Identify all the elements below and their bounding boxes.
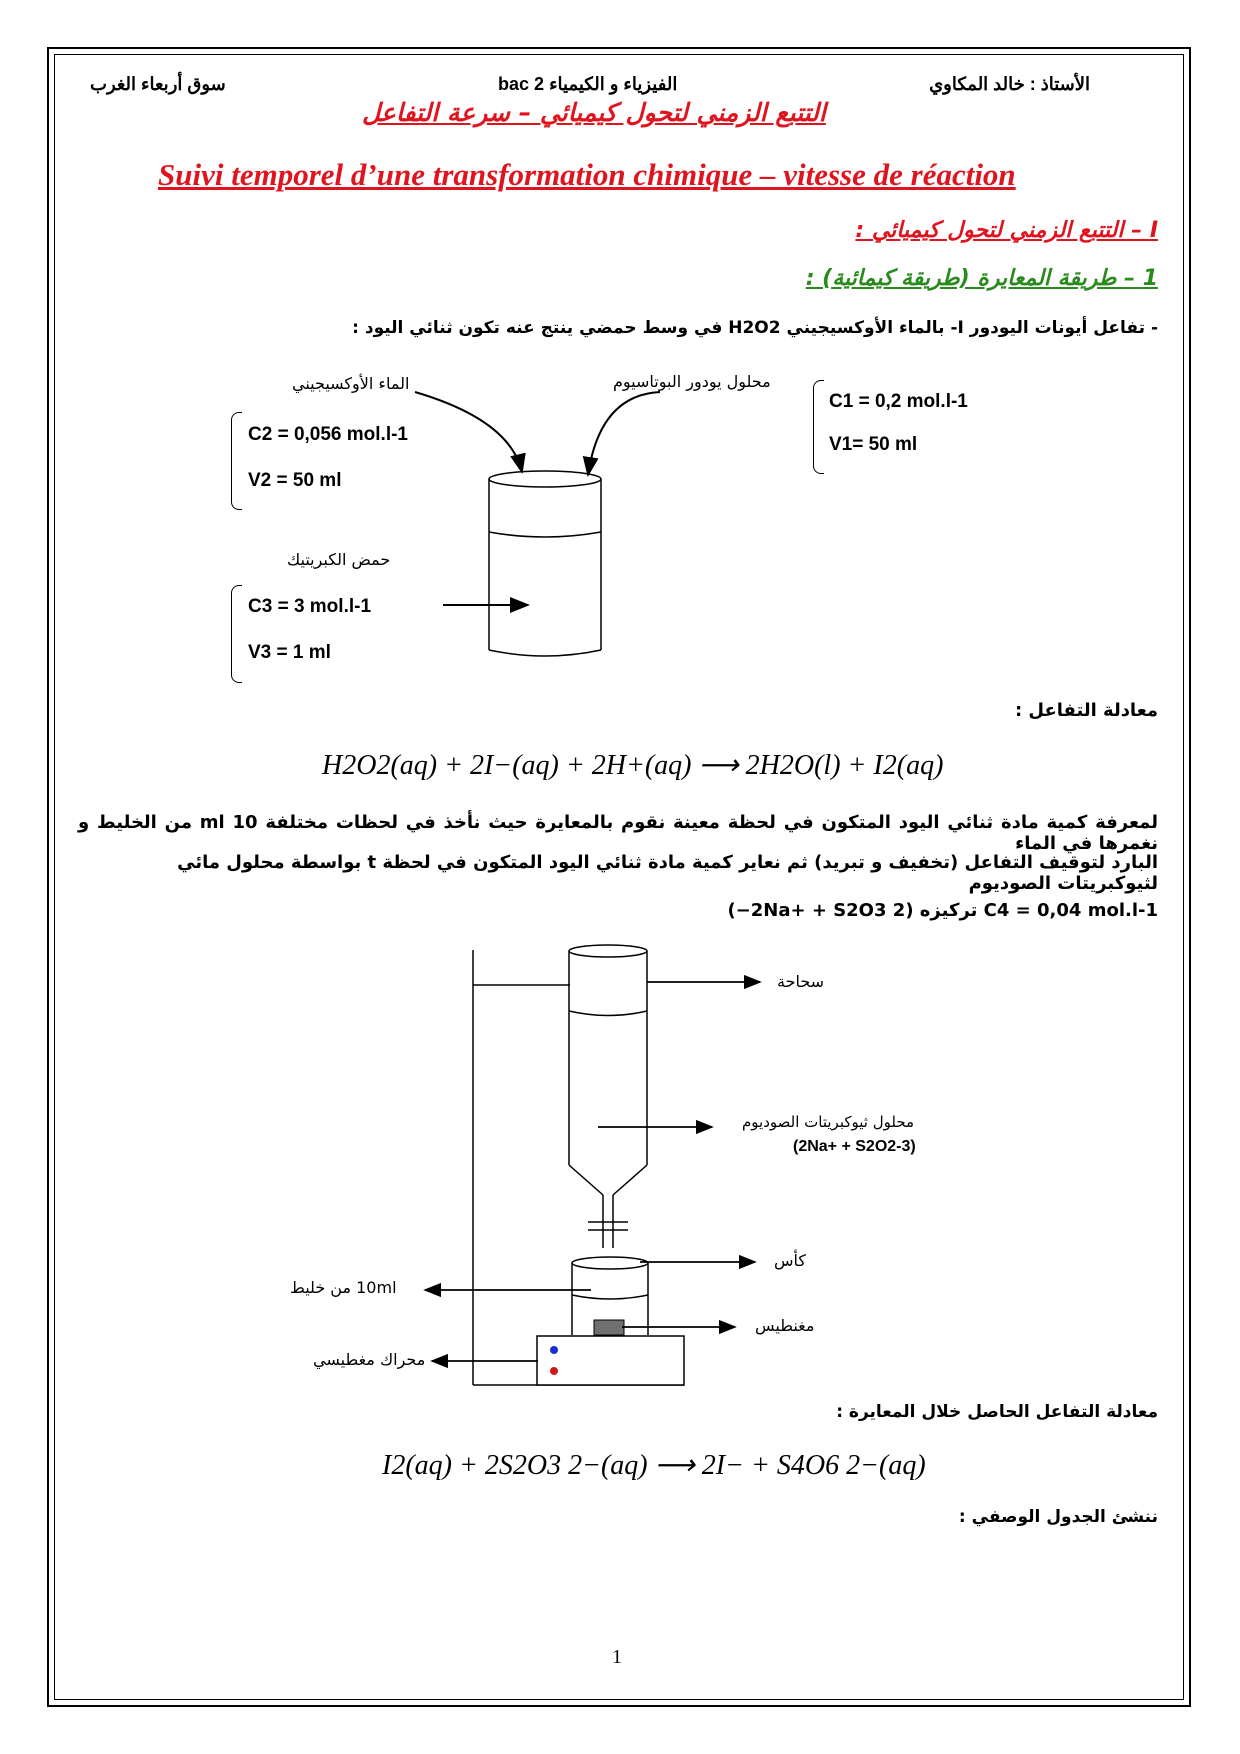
- reaction-label: معادلة التفاعل :: [1014, 700, 1158, 721]
- conc-c1: C1 = 0,2 mol.l-1: [829, 391, 968, 412]
- conc-c2: C2 = 0,056 mol.l-1: [248, 424, 408, 445]
- label-beaker: كأس: [774, 1251, 807, 1270]
- label-hydrogen-peroxide: الماء الأوكسيجيني: [292, 374, 410, 393]
- conc-c3: C3 = 3 mol.l-1: [248, 596, 372, 617]
- school-name: سوق أربعاء الغرب: [90, 74, 226, 94]
- titration-label: معادلة التفاعل الحاصل خلال المعايرة :: [836, 1402, 1158, 1422]
- paragraph-line-1: لمعرفة كمية مادة ثنائي اليود المتكون في لحظة معينة نقوم بالمعايرة حيث نأخذ في لحظات مختلفة 10 ml من الخليط و نغمرها في الماء: [78, 812, 1158, 854]
- teacher-name: الأستاذ : خالد المكاوي: [929, 74, 1090, 94]
- label-magnetic-stirrer: محراك مغطيسي: [313, 1350, 426, 1369]
- label-mixture: 10ml من خليط: [290, 1278, 397, 1297]
- label-magnet: مغنطيس: [755, 1316, 815, 1335]
- page-number: 1: [612, 1646, 622, 1668]
- title-french: Suivi temporel d’une transformation chimique – vitesse de réaction: [158, 157, 1016, 192]
- subject-label: الفيزياء و الكيمياء 2 bac: [498, 74, 678, 94]
- volume-v1: V1= 50 ml: [829, 434, 918, 455]
- label-sulfuric-acid: حمض الكبريتيك: [287, 550, 391, 569]
- volume-v2: V2 = 50 ml: [248, 470, 342, 491]
- label-potassium-iodide: محلول يودور البوتاسيوم: [613, 372, 771, 391]
- reaction-equation: H2O2(aq) + 2I−(aq) + 2H+(aq) ⟶ 2H2O(l) + I2(aq): [322, 750, 944, 781]
- titration-equation: I2(aq) + 2S2O3 2−(aq) ⟶ 2I− + S4O6 2−(aq): [382, 1450, 926, 1481]
- volume-v3: V3 = 1 ml: [248, 642, 331, 663]
- section-heading: I – التتبع الزمني لتحول كيميائي :: [855, 218, 1158, 243]
- subsection-heading: 1 – طريقة المعايرة (طريقة كيمائية) :: [805, 266, 1158, 291]
- paragraph-line-2: البارد لتوقيف التفاعل (تخفيف و تبريد) ثم نعاير كمية مادة ثنائي اليود المتكون في لحظة t بواسطة محلول مائي لثيوكبريتات الصوديوم: [177, 852, 1158, 894]
- paragraph-line-3: C4 = 0,04 mol.l-1 تركيزه (2Na+ + S2O3 2−): [727, 900, 1158, 921]
- table-label: ننشئ الجدول الوصفي :: [958, 1507, 1158, 1527]
- intro-text: - تفاعل أيونات اليودور I- بالماء الأوكسيجيني H2O2 في وسط حمضي ينتج عنه تكون ثنائي اليود :: [352, 318, 1158, 338]
- label-thiosulfate-formula: (2Na+ + S2O2-3): [793, 1138, 916, 1155]
- label-thiosulfate: محلول ثيوكبريتات الصوديوم: [742, 1113, 915, 1131]
- label-burette: سحاحة: [777, 972, 825, 991]
- title-arabic: التتبع الزمني لتحول كيميائي – سرعة التفاعل: [362, 98, 826, 127]
